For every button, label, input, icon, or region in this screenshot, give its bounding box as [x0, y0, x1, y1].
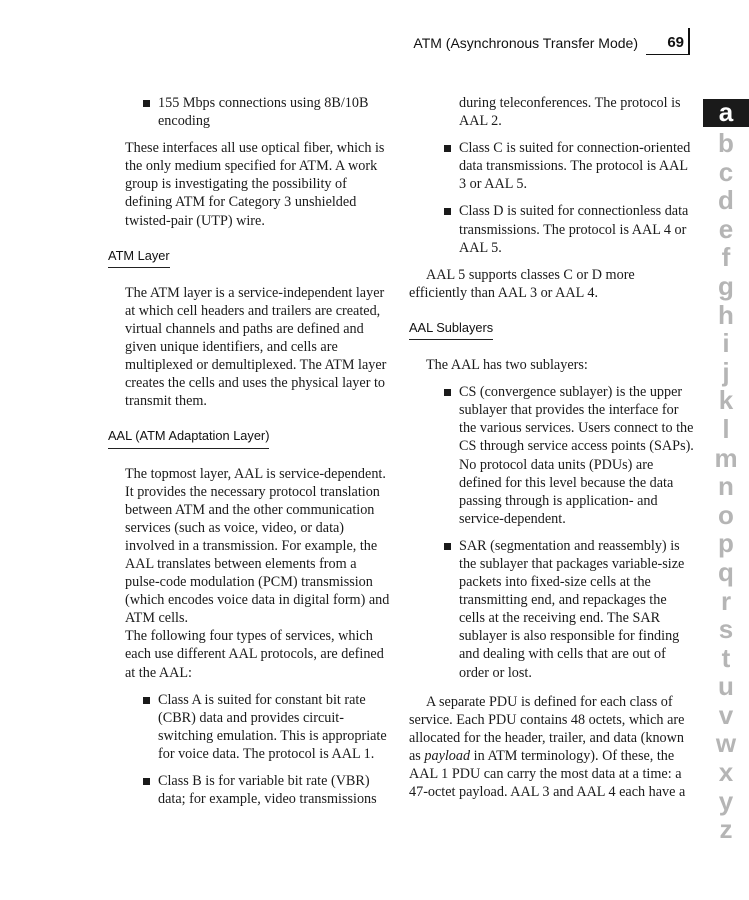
- emphasis-payload: payload: [424, 747, 471, 764]
- thumb-index-letter[interactable]: n: [718, 471, 734, 502]
- thumb-index-letter[interactable]: q: [718, 556, 734, 587]
- list-item: [108, 94, 393, 130]
- paragraph-text: A separate PDU is defined for each class of service. Each PDU contains 48 octets, which are allocated for the header, trailer, and data (known as: [409, 693, 685, 764]
- thumb-index-letter[interactable]: m: [714, 442, 738, 473]
- thumb-index-letter[interactable]: b: [718, 128, 734, 158]
- bullet-square-icon: [143, 697, 150, 704]
- paragraph: These interfaces all use optical fiber, which is the only medium specified for ATM. A work group is investigating the possibility of defining ATM for Category 3 unshielded twisted-pair (UTP) wire.: [125, 140, 385, 229]
- bullet-text: CS (convergence sublayer) is the upper sublayer that provides the interface for the various services. Users connect to the CS through service access points (SAPs). No protocol data units (PDUs) are defined for this level because the data passing through is application- and service-dependent.: [459, 384, 694, 527]
- thumb-index-letter[interactable]: e: [718, 213, 734, 244]
- paragraph: The following four types of services, which each use different AAL protocols, are defined at the AAL:: [125, 628, 384, 681]
- bullet-square-icon: [444, 208, 451, 215]
- thumb-index-letter[interactable]: i: [722, 328, 730, 359]
- bullet-text: Class C is suited for connection-oriented data transmissions. The protocol is AAL 3 or AAL 5.: [459, 140, 691, 193]
- running-header: [0, 34, 690, 54]
- thumb-index-letter[interactable]: o: [718, 499, 734, 530]
- bullet-square-icon: [444, 543, 451, 550]
- thumb-index-letter[interactable]: c: [718, 156, 734, 187]
- bullet-square-icon: [444, 389, 451, 396]
- thumb-index-letter[interactable]: v: [718, 699, 734, 730]
- list-item: [409, 537, 694, 682]
- list-item: [409, 202, 694, 256]
- thumb-index-letter[interactable]: g: [718, 270, 734, 301]
- thumb-index-letter[interactable]: f: [721, 242, 731, 273]
- thumb-index-letter[interactable]: h: [718, 299, 734, 330]
- thumb-index-letter[interactable]: j: [722, 356, 730, 387]
- page-number: 69: [667, 34, 684, 51]
- bullet-square-icon: [444, 145, 451, 152]
- right-column: [409, 94, 694, 801]
- paragraph-text: in ATM terminology). Of these, the AAL 1 PDU can carry the most data at a time: a 47-octet payload. AAL 3 and AAL 4 each have a: [409, 747, 686, 801]
- header-rule-horizontal: [646, 54, 690, 55]
- paragraph: AAL 5 supports classes C or D more efficiently than AAL 3 or AAL 4.: [409, 266, 635, 301]
- left-column: [108, 94, 393, 817]
- thumb-index-letters: [703, 129, 749, 844]
- list-item: [108, 691, 393, 763]
- header-rule-vertical: [688, 28, 690, 54]
- list-item: [409, 383, 694, 528]
- paragraph: The topmost layer, AAL is service-dependent. It provides the necessary protocol translation between ATM and the other communication services (such as voice, video, or data) involved in a transmission. For example, the AAL translates between elements from a pulse-code modulation (PCM) transmission (which encodes voice data in digital form) and ATM cells.: [125, 465, 390, 627]
- thumb-index-letter[interactable]: p: [718, 528, 734, 559]
- header-title: ATM (Asynchronous Transfer Mode): [413, 35, 638, 51]
- section-heading-atm-layer: ATM Layer: [108, 247, 170, 268]
- thumb-index-letter[interactable]: t: [721, 642, 731, 673]
- list-item: [108, 772, 393, 808]
- thumb-index-letter[interactable]: d: [718, 185, 734, 216]
- bullet-square-icon: [143, 100, 150, 107]
- thumb-index-letter[interactable]: w: [715, 728, 737, 759]
- paragraph: The ATM layer is a service-independent layer at which cell headers and trailers are created, virtual channels and paths are defined and given unique identifiers, and cells are multiplexed or demultiplexed. The ATM layer creates the cells and uses the physical layer to transmit them.: [125, 284, 387, 410]
- paragraph: The AAL has two sublayers:: [426, 357, 588, 374]
- bullet-text: Class D is suited for connectionless data transmissions. The protocol is AAL 4 or AAL 5.: [459, 203, 689, 256]
- thumb-index-active-letter: a: [718, 97, 734, 127]
- thumb-index-letter[interactable]: s: [718, 614, 734, 645]
- section-heading-aal-sublayers: AAL Sublayers: [409, 319, 493, 340]
- bullet-continuation: during teleconferences. The protocol is AAL 2.: [459, 95, 681, 130]
- bullet-square-icon: [143, 778, 150, 785]
- thumb-index-letter[interactable]: z: [719, 814, 733, 845]
- bullet-text: 155 Mbps connections using 8B/10B encoding: [158, 95, 369, 130]
- thumb-index-letter[interactable]: x: [718, 757, 734, 788]
- thumb-index-active-tab[interactable]: [703, 99, 749, 127]
- bullet-text: Class A is suited for constant bit rate (CBR) data and provides circuit-switching emulation. This is appropriate for voice data. The protocol is AAL 1.: [158, 691, 387, 762]
- section-heading-aal: AAL (ATM Adaptation Layer): [108, 427, 269, 448]
- thumb-index-letter[interactable]: k: [718, 385, 734, 416]
- list-item: [409, 139, 694, 193]
- bullet-text: SAR (segmentation and reassembly) is the sublayer that packages variable-size packets into fixed-size cells at the transmitting end, and repackages the cells at the receiving end. The SAR sublayer is also responsible for finding and dealing with cells that are out of order or lost.: [459, 537, 685, 681]
- thumb-index-letter[interactable]: r: [720, 585, 732, 616]
- paragraph: [409, 693, 694, 802]
- thumb-index-letter[interactable]: l: [722, 413, 730, 444]
- bullet-text: Class B is for variable bit rate (VBR) data; for example, video transmissions: [158, 773, 377, 808]
- thumb-index-letter[interactable]: u: [718, 671, 734, 702]
- thumb-index-letter[interactable]: y: [718, 785, 734, 816]
